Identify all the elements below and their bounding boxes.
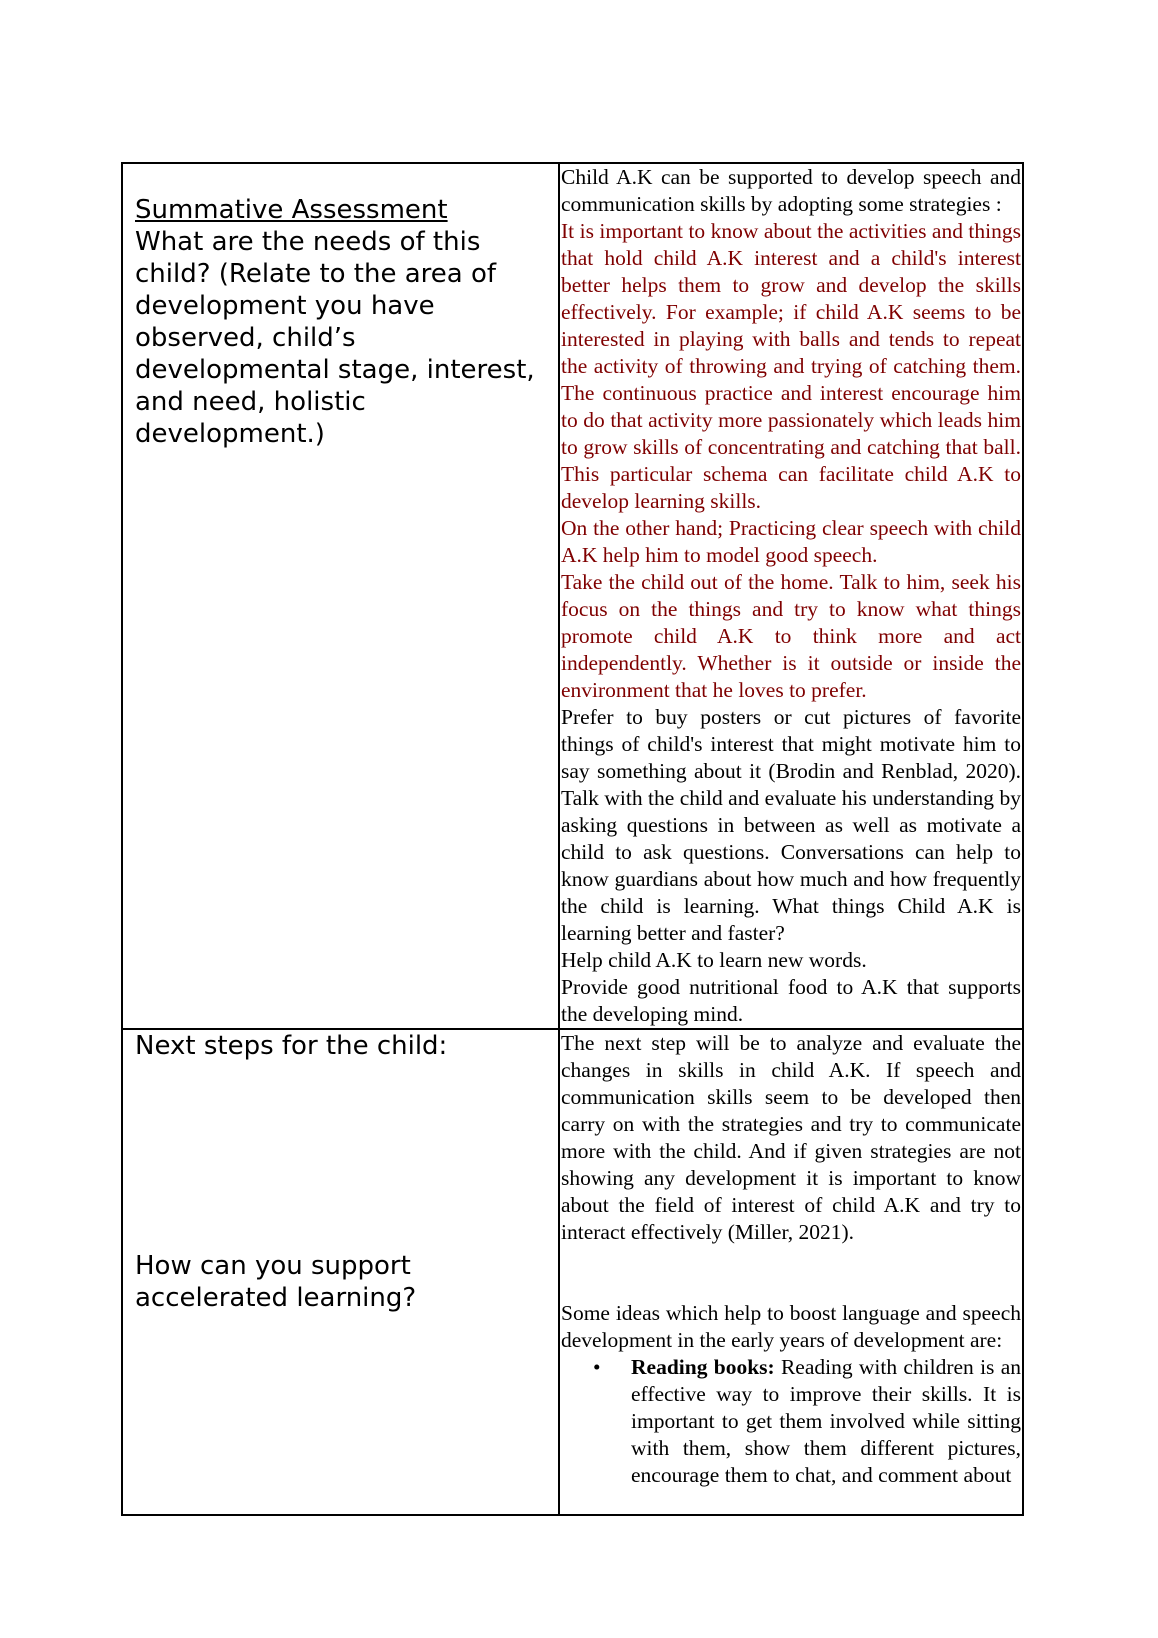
bullet-text: Reading with children is an effective way to improve their skills. It is important to get them involved while sitting with them, show them different pictures, encourage them to chat, and comment about xyxy=(631,1355,1021,1487)
assessment-table xyxy=(121,162,1024,1516)
needs-red-paragraph-2: On the other hand; Practicing clear speech with child A.K help him to model good speech. xyxy=(561,516,1021,567)
right-cell-next-steps xyxy=(559,1029,1023,1515)
accelerated-learning-label: How can you support accelerated learning? xyxy=(135,1251,417,1313)
table-row xyxy=(122,1029,1023,1515)
ideas-intro: Some ideas which help to boost language and speech development in the early years of development are: xyxy=(561,1301,1021,1352)
bullet-title: Reading books: xyxy=(631,1355,775,1379)
summative-heading: Summative Assessment xyxy=(135,195,448,225)
list-item xyxy=(631,1354,1021,1489)
next-steps-label: Next steps for the child: xyxy=(135,1031,448,1061)
left-cell-next-steps xyxy=(122,1029,559,1515)
left-cell-summative xyxy=(122,163,559,1029)
ideas-list xyxy=(561,1354,1021,1489)
summative-question: What are the needs of this child? (Relate to the area of development you have observed, child’s developmental stage, interest, and need, holistic development.) xyxy=(135,227,535,449)
right-cell-needs xyxy=(559,163,1023,1029)
table-row xyxy=(122,163,1023,1029)
needs-intro: Child A.K can be supported to develop speech and communication skills by adopting some strategies : xyxy=(561,165,1021,216)
needs-red-paragraph-1: It is important to know about the activities and things that hold child A.K interest and a child's interest better helps them to grow and develop the skills effectively. For example; if child A.K seems to be interested in playing with balls and tends to repeat the activity of throwing and trying of catching them. The continuous practice and interest encourage him to do that activity more passionately which leads him to grow skills of concentrating and catching that ball. This particular schema can facilitate child A.K to develop learning skills. xyxy=(561,219,1021,513)
next-steps-paragraph-1: The next step will be to analyze and evaluate the changes in skills in child A.K. If speech and communication skills seem to be developed then carry on with the strategies and try to communicate more with the child. And if given strategies are not showing any development it is important to know about the field of interest of child A.K and try to interact effectively (Miller, 2021). xyxy=(561,1031,1021,1244)
needs-red-paragraph-3: Take the child out of the home. Talk to him, seek his focus on the things and try to know what things promote child A.K to think more and act independently. Whether is it outside or inside the environment that he loves to prefer. xyxy=(561,570,1021,702)
needs-paragraph-4: Prefer to buy posters or cut pictures of favorite things of child's interest that might motivate him to say something about it (Brodin and Renblad, 2020). Talk with the child and evaluate his understanding by asking questions in between as well as motivate a child to ask questions. Conversations can help to know guardians about how much and how frequently the child is learning. What things Child A.K is learning better and faster? xyxy=(561,705,1021,945)
needs-paragraph-6: Provide good nutritional food to A.K that supports the developing mind. xyxy=(561,975,1021,1026)
needs-paragraph-5: Help child A.K to learn new words. xyxy=(561,948,867,972)
